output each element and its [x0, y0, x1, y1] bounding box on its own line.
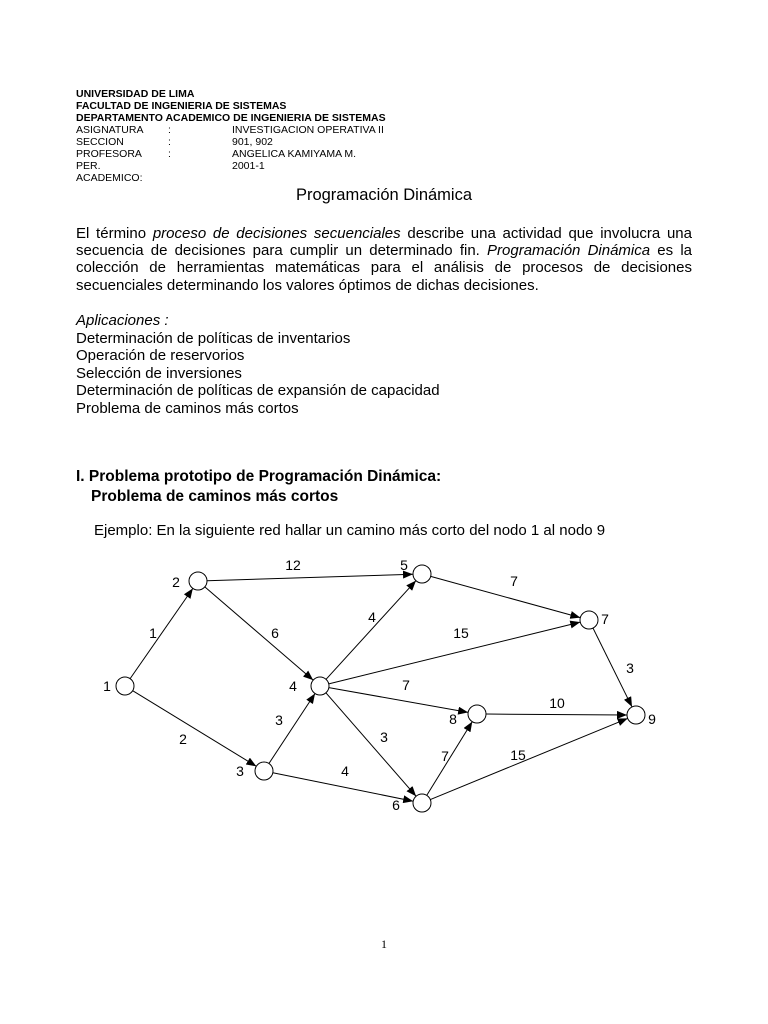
header-sep: : [168, 124, 171, 136]
list-item: Operación de reservorios [76, 347, 245, 365]
node-1 [116, 677, 134, 695]
node-4 [311, 677, 329, 695]
page-number: 1 [381, 937, 387, 951]
node-3 [255, 762, 273, 780]
header-sep: : [168, 148, 171, 160]
header-key: ASIGNATURA [76, 124, 144, 136]
node-label-1: 1 [103, 678, 111, 694]
intro-italic-2: Programación Dinámica [487, 242, 651, 260]
section-title: I. Problema prototipo de Programación Dinámica: [76, 468, 442, 485]
list-item: Problema de caminos más cortos [76, 399, 299, 417]
header-value: 2001-1 [232, 160, 265, 172]
node-label-6: 6 [392, 797, 400, 813]
list-item: Selección de inversiones [76, 364, 242, 382]
node-6 [413, 794, 431, 812]
edge-5-7 [431, 576, 581, 617]
list-item: Determinación de políticas de expansión de capacidad [76, 382, 440, 400]
edge-weight-6-8: 7 [441, 748, 449, 764]
edge-weight-6-9: 15 [510, 747, 526, 763]
edge-weight-5-7: 7 [510, 573, 518, 589]
edge-weight-2-4: 6 [271, 625, 279, 641]
edge-weight-3-6: 4 [341, 763, 349, 779]
header-value: ANGELICA KAMIYAMA M. [232, 148, 357, 160]
department-name: DEPARTAMENTO ACADEMICO DE INGENIERIA DE SISTEMAS [76, 112, 386, 124]
edge-weight-7-9: 3 [626, 660, 634, 676]
edge-4-5 [326, 581, 416, 680]
list-item: Determinación de políticas de inventarios [76, 329, 351, 347]
header-value: INVESTIGACION OPERATIVA II [232, 124, 384, 136]
node-label-8: 8 [449, 711, 457, 727]
node-7 [580, 611, 598, 629]
node-label-7: 7 [601, 611, 609, 627]
edge-1-2 [130, 588, 193, 678]
node-2 [189, 572, 207, 590]
intro-italic-1: proceso de decisiones secuenciales [152, 225, 401, 242]
node-8 [468, 705, 486, 723]
page-title: Programación Dinámica [295, 186, 473, 204]
header-key: PER. ACADEMICO: [76, 160, 143, 184]
university-name: UNIVERSIDAD DE LIMA [76, 88, 195, 100]
edge-weight-1-3: 2 [179, 731, 187, 747]
node-label-3: 3 [236, 763, 244, 779]
edge-4-6 [326, 693, 416, 796]
edge-8-9 [486, 714, 627, 715]
header-key: PROFESORA [76, 148, 142, 160]
edge-weight-4-7: 15 [453, 625, 469, 641]
node-9 [627, 706, 645, 724]
edge-weight-8-9: 10 [549, 695, 565, 711]
edge-weight-4-5: 4 [368, 609, 376, 625]
example-statement: Ejemplo: En la siguiente red hallar un camino más corto del nodo 1 al nodo 9 [94, 522, 606, 539]
header-sep: : [168, 136, 171, 148]
edge-weight-3-4: 3 [275, 712, 283, 728]
edge-1-3 [133, 691, 257, 767]
intro-text-1: El término [76, 225, 153, 242]
edge-weight-4-8: 7 [402, 677, 410, 693]
edge-weight-1-2: 1 [149, 625, 157, 641]
applications-heading: Aplicaciones : [76, 312, 169, 329]
edge-weight-2-5: 12 [285, 557, 301, 573]
node-label-4: 4 [289, 678, 297, 694]
node-label-2: 2 [172, 574, 180, 590]
node-label-9: 9 [648, 711, 656, 727]
header-key: SECCION [76, 136, 124, 148]
section-subtitle: Problema de caminos más cortos [91, 488, 339, 505]
edge-2-4 [205, 587, 313, 680]
faculty-name: FACULTAD DE INGENIERIA DE SISTEMAS [76, 100, 287, 112]
edge-weight-4-6: 3 [380, 729, 388, 745]
intro-text-3: es la colección de herramientas matemáticas para el análisis de procesos de decisiones secuenciales determinando los valores óptimos de dichas decisiones. [76, 242, 692, 294]
intro-text-2: describe una actividad que involucra una secuencia de decisiones para cumplir un determinado fin. [76, 225, 692, 260]
node-5 [413, 565, 431, 583]
header-value: 901, 902 [232, 136, 273, 148]
node-label-5: 5 [400, 557, 408, 573]
edge-6-9 [430, 718, 627, 799]
edge-6-8 [427, 722, 473, 796]
edge-2-5 [207, 574, 413, 580]
edge-4-8 [329, 688, 468, 713]
edge-3-4 [269, 694, 315, 764]
